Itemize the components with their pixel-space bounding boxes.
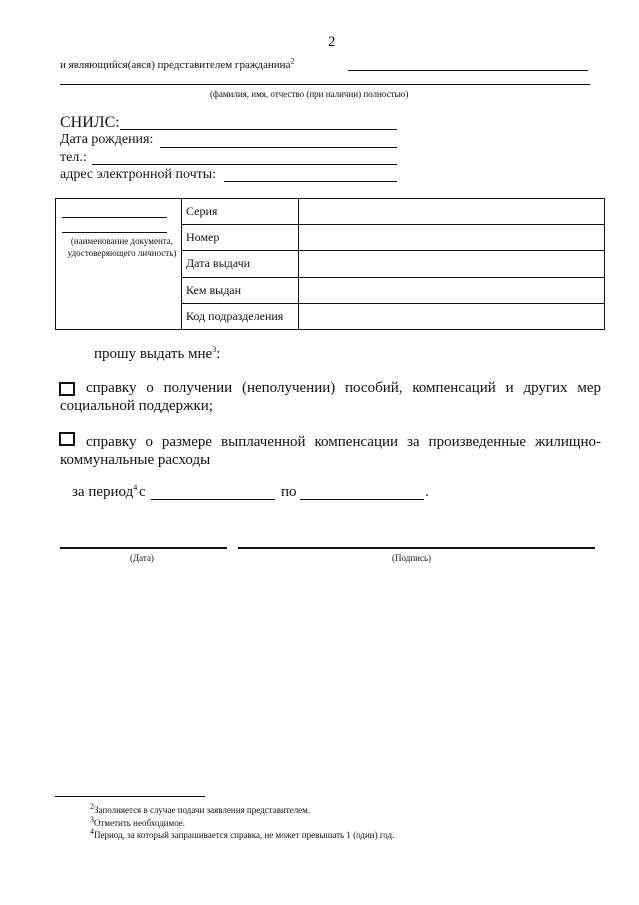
signature-field[interactable] (238, 547, 595, 549)
footnote-4-text: Период, за который запрашивается справка, не может превышать 1 (один) год. (94, 830, 395, 840)
period-end: . (425, 484, 429, 500)
option-1-checkbox[interactable] (59, 382, 75, 396)
document-name-field-2[interactable] (62, 232, 167, 233)
footnote-3-num: 3 (90, 815, 94, 824)
footnote-ref-4: 4 (133, 483, 138, 492)
snils-field[interactable] (120, 129, 397, 130)
footnote-separator (55, 796, 205, 797)
request-line (94, 346, 220, 363)
fio-field[interactable] (60, 84, 590, 85)
footnote-4 (90, 827, 395, 840)
series-value[interactable] (299, 199, 605, 225)
period-text: за период (72, 484, 134, 500)
issued-by-value[interactable] (299, 277, 605, 303)
page-number: 2 (328, 34, 336, 50)
issue-date-value[interactable] (299, 251, 605, 277)
division-code-label: Код подразделения (182, 303, 299, 329)
phone-label: тел.: (60, 150, 87, 165)
request-colon: : (216, 346, 221, 362)
footnote-4-num: 4 (90, 827, 94, 836)
option-2-line1: справку о размере выплаченной компенсации за произведенные жилищно- (86, 434, 601, 450)
representative-text: и являющийся(аяся) представителем гражданина (60, 59, 291, 71)
series-label: Серия (182, 199, 299, 225)
footnote-ref-3: 3 (212, 345, 217, 354)
phone-field[interactable] (92, 164, 397, 165)
division-code-value[interactable] (299, 303, 605, 329)
footnote-ref-2: 2 (290, 56, 295, 66)
snils-label: СНИЛС: (60, 114, 120, 131)
period-from-field[interactable] (151, 499, 275, 500)
request-text: прошу выдать мне (94, 346, 213, 362)
option-2-checkbox[interactable] (59, 432, 75, 446)
number-value[interactable] (299, 225, 605, 251)
option-1-line1: справку о получении (неполучении) пособий, компенсаций и других мер (86, 380, 601, 396)
option-2-line2: коммунальные расходы (60, 452, 211, 468)
date-caption: (Дата) (130, 553, 154, 563)
number-label: Номер (182, 225, 299, 251)
signature-caption: (Подпись) (392, 553, 432, 563)
footnote-2 (90, 802, 311, 815)
document-name-field[interactable] (62, 217, 167, 218)
id-document-table (55, 198, 605, 330)
email-label: адрес электронной почты: (60, 167, 217, 182)
footnote-3 (90, 815, 186, 828)
document-caption: (наименование документа, удостоверяющего личность) (67, 236, 177, 258)
period-to-field[interactable] (300, 499, 424, 500)
period-to-label: по (281, 484, 297, 500)
option-1-line2: социальной поддержки; (60, 398, 213, 414)
email-field[interactable] (224, 181, 397, 182)
footnote-2-num: 2 (90, 802, 94, 811)
footnote-2-text: Заполняется в случае подачи заявления представителем. (94, 805, 311, 815)
issued-by-label: Кем выдан (182, 277, 299, 303)
period-from-label: с (139, 484, 146, 500)
representative-name-field[interactable] (348, 70, 588, 71)
footnote-3-text: Отметить необходимое. (94, 818, 186, 828)
representative-label (60, 56, 295, 71)
date-signature-field[interactable] (60, 547, 227, 549)
period-label (72, 484, 137, 501)
birth-date-field[interactable] (160, 147, 397, 148)
issue-date-label: Дата выдачи (182, 251, 299, 277)
birth-date-label: Дата рождения: (60, 132, 154, 147)
document-name-cell (56, 199, 182, 330)
fio-caption: (фамилия, имя, отчество (при наличии) полностью) (210, 89, 409, 99)
